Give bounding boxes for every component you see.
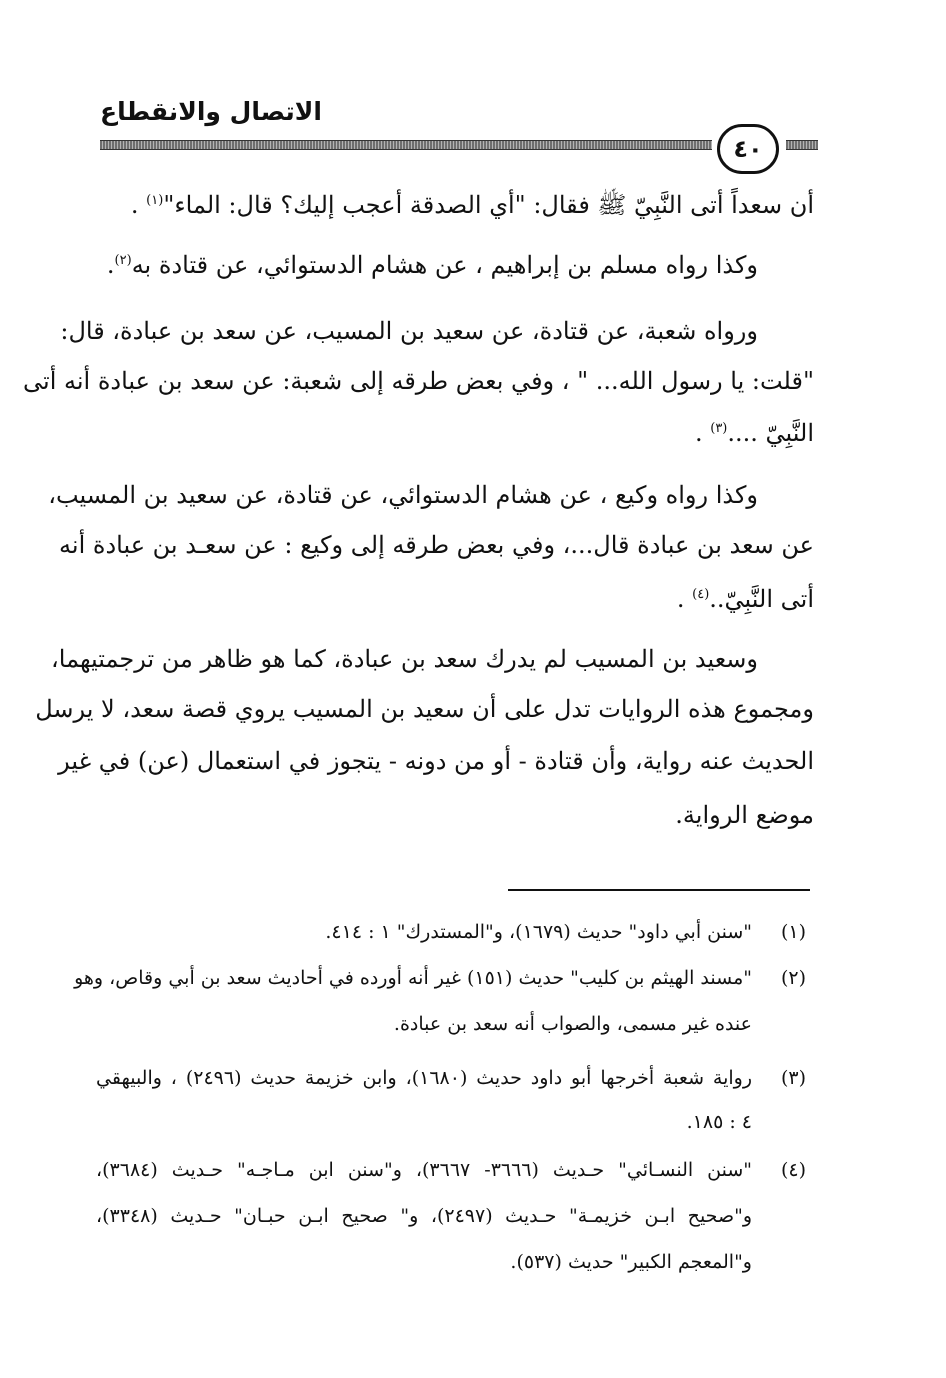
footnote-line: رواية شعبة أخرجها أبو داود حديث (١٦٨٠)، وابن خزيمة حديث (٢٤٩٦) ، والبيهقي — [96, 1067, 753, 1089]
footnote-line: و"المعجم الكبير" حديث (٥٣٧). — [510, 1251, 752, 1273]
text-line — [131, 178, 814, 232]
text-line — [677, 572, 814, 626]
footnote-line: "سنن النسـائي" حـديث (٣٦٦٦- ٣٦٦٧)، و"سنن ابن مـاجـه" حـديث (٣٦٨٤)، — [96, 1159, 752, 1181]
line-trail: . — [106, 251, 115, 279]
text-line: وسعيد بن المسيب لم يدرك سعد بن عبادة، كما هو ظاهر من ترجمتيهما، — [51, 645, 758, 673]
text-line: ومجموع هذه الروايات تدل على أن سعيد بن المسيب يروي قصة سعد، لا يرسل — [35, 695, 814, 723]
footnote-ref[interactable]: (٣) — [710, 421, 728, 436]
text-line: موضع الرواية. — [675, 801, 814, 829]
footnote-line: "مسند الهيثم بن كليب" حديث (١٥١) غير أنه أورده في أحاديث سعد بن أبي وقاص، وهو — [74, 967, 752, 989]
text-line: "قلت: يا رسول الله... " ، وفي بعض طرقه إلى شعبة: عن سعد بن عبادة أنه أتى — [23, 367, 814, 395]
running-header-title: الاتصال والانقطاع — [100, 97, 322, 126]
header-rule — [100, 140, 712, 150]
text-line: ورواه شعبة، عن قتادة، عن سعيد بن المسيب، عن سعد بن عبادة، قال: — [60, 317, 758, 345]
footnote-number: (٣) — [780, 1067, 806, 1089]
text-line — [695, 406, 814, 460]
footnote-ref[interactable]: (١) — [146, 193, 164, 208]
page-number-badge: ٤٠ — [717, 124, 779, 174]
footnote-line: عنده غير مسمى، والصواب أنه سعد بن عبادة. — [393, 1013, 752, 1035]
text-line: الحديث عنه رواية، وأن قتادة - أو من دونه - يتجوز في استعمال (عن) في غير — [58, 747, 814, 775]
footnote-separator — [508, 889, 810, 891]
text-line-content: أتى النَّبِيّ.. — [709, 585, 814, 613]
line-trail: . — [676, 585, 693, 613]
line-trail: . — [694, 419, 711, 447]
footnote-ref[interactable]: (٢) — [114, 253, 132, 268]
line-trail: . — [130, 191, 147, 219]
footnote-line: "سنن أبي داود" حديث (١٦٧٩)، و"المستدرك" ١ : ٤١٤. — [325, 921, 752, 943]
header-rule-short — [786, 140, 818, 150]
footnote-number: (٢) — [780, 967, 806, 989]
footnote-line: ٤ : ١٨٥. — [686, 1111, 752, 1133]
text-line — [107, 238, 758, 292]
footnote-number: (٤) — [780, 1159, 806, 1181]
text-line-content: وكذا رواه مسلم بن إبراهيم ، عن هشام الدستوائي، عن قتادة به — [131, 251, 758, 279]
text-line: عن سعد بن عبادة قال...، وفي بعض طرقه إلى وكيع : عن سعـد بن عبادة أنه — [59, 531, 814, 559]
footnote-line: و"صحيح ابـن خزيمـة" حـديث (٢٤٩٧)، و" صحيح ابـن حبـان" حـديث (٣٣٤٨)، — [96, 1205, 752, 1227]
footnote-ref[interactable]: (٤) — [692, 587, 710, 602]
text-line-content: أن سعداً أتى النَّبِيّ ﷺ فقال: "أي الصدقة أعجب إليك؟ قال: الماء" — [163, 191, 814, 219]
text-line: وكذا رواه وكيع ، عن هشام الدستوائي، عن قتادة، عن سعيد بن المسيب، — [48, 481, 758, 509]
text-line-content: النَّبِيّ .... — [727, 419, 814, 447]
footnote-number: (١) — [780, 921, 806, 943]
